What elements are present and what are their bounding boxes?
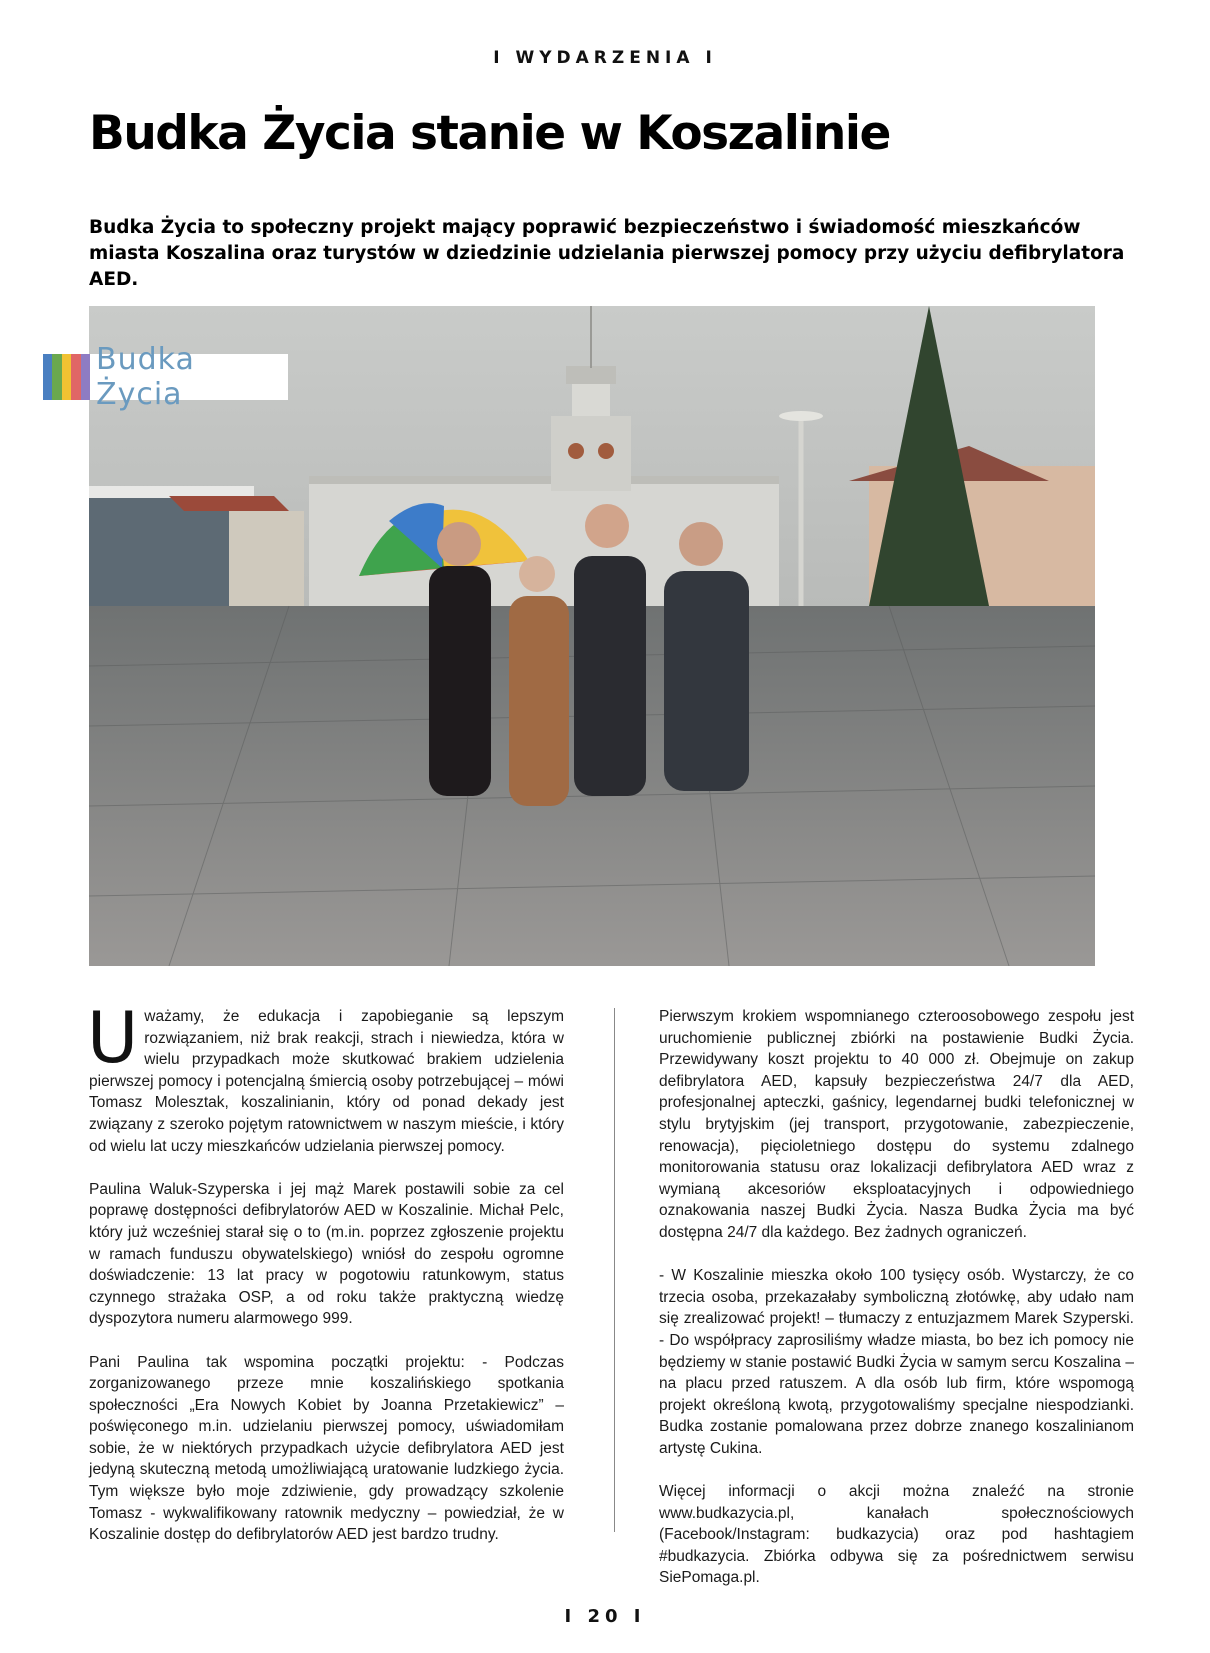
section-label: I WYDARZENIA I	[493, 48, 717, 68]
paragraph-text: ważamy, że edukacja i zapobieganie są lepszym rozwiązaniem, niż brak reakcji, strach i niewiedza, która w wielu przypadkach może skutkować brakiem udzielenia pierwszej pomocy i potencjalną śmiercią osoby potrzebującej – mówi Tomasz Molesztak, koszalinianin, który od ponad dekady jest związany z szeroko pojętym ratownictwem w naszym mieście, i który od wielu lat uczy mieszkańców udzielania pierwszej pomocy.	[89, 1008, 564, 1155]
article-lead: Budka Życia to społeczny projekt mający poprawić bezpieczeństwo i świadomość mieszkańców miasta Koszalina oraz turystów w dziedzinie udzielania pierwszej pomocy przy użyciu defibrylatora AED.	[89, 217, 1125, 290]
paragraph: Pani Paulina tak wspomina początki projektu: - Podczas zorganizowanego przeze mnie koszalińskiego spotkania społeczności „Era Nowych Kobiet by Joanna Przetakiewicz” – poświęconego m.in. udzielaniu pierwszej pomocy, uświadomiłam sobie, że w niektórych przypadkach użycie defibrylatora AED jest jedyną skuteczną metodą umożliwiającą uratowanie ludzkiego życia. Tym większe było moje zdziwienie, gdy prowadzący szkolenie Tomasz - wykwalifikowany ratownik medyczny – powiedział, że w Koszalinie dostęp do defibrylatorów AED jest bardzo trudny.	[89, 1353, 564, 1544]
left-column	[87, 997, 564, 1567]
paragraph: Więcej informacji o akcji można znaleźć na stronie www.budkazycia.pl, kanałach społecznościowych (Facebook/Instagram: budkazycia) oraz pod hashtagiem #budkazycia. Zbiórka odbywa się za pośrednictwem serwisu SiePomaga.pl.	[659, 1483, 1134, 1587]
paragraph: - W Koszalinie mieszka około 100 tysięcy osób. Wystarczy, że co trzecia osoba, przekazałaby symboliczną złotówkę, aby udało nam się zrealizować projekt! – tłumaczy z entuzjazmem Marek Szyperski. - Do współpracy zaprosiliśmy władze miasta, bo bez ich pomocy nie będziemy w stanie postawić Budki Życia w samym sercu Koszalina – na placu przed ratuszem. A dla osób lub firm, które wspomogą projekt określoną kwotą, przygotowaliśmy specjalne niespodzianki. Budka zostanie pomalowana przez dobrze znanego koszalinianom artystę Cukina.	[659, 1267, 1134, 1457]
budka-zycia-logo	[43, 342, 288, 412]
phone-booth-logo-icon	[43, 354, 90, 400]
dropcap: U	[87, 997, 139, 1079]
paragraph: Paulina Waluk-Szyperska i jej mąż Marek postawili sobie za cel poprawę dostępności defibrylatorów AED w Koszalinie. Michał Pelc, który już wcześniej starał się o to (m.in. poprzez zgłoszenie projektu w ramach funduszu obywatelskiego) wniósł do zespołu ogromne doświadczenie: 13 lat pracy w pogotowiu ratunkowym, status czynnego strażaka OSP, a od roku także praktyczną wiedzę dyspozytora numeru alarmowego 999.	[89, 1180, 564, 1328]
logo-text: Budka Życia	[96, 342, 195, 412]
paragraph	[87, 997, 564, 1157]
paragraph: Pierwszym krokiem wspomnianego czteroosobowego zespołu jest uruchomienie publicznej zbiórki na postawienie Budki Życia. Przewidywany koszt projektu to 40 000 zł. Obejmuje on zakup defibrylatora AED, kapsuły bezpieczeństwa 24/7 dla AED, profesjonalnej apteczki, gaśnicy, legendarnej budki telefonicznej w stylu brytyjskim (jej transport, przygotowanie, zabezpieczenie, renowacja), pięcioletniego dostępu do systemu zdalnego monitorowania statusu oraz lokalizacji defibrylatora AED wraz z wymianą akcesoriów eksploatacyjnych i odpowiedniego oznakowania naszej Budki Życia. Nasza Budka Życia ma być dostępna 24/7 dla każdego. Bez żadnych ograniczeń.	[659, 1008, 1134, 1241]
article-title: Budka Życia stanie w Koszalinie	[89, 106, 890, 161]
right-column	[659, 1006, 1134, 1611]
column-divider	[614, 1008, 615, 1532]
page-number: I 20 I	[564, 1606, 646, 1627]
